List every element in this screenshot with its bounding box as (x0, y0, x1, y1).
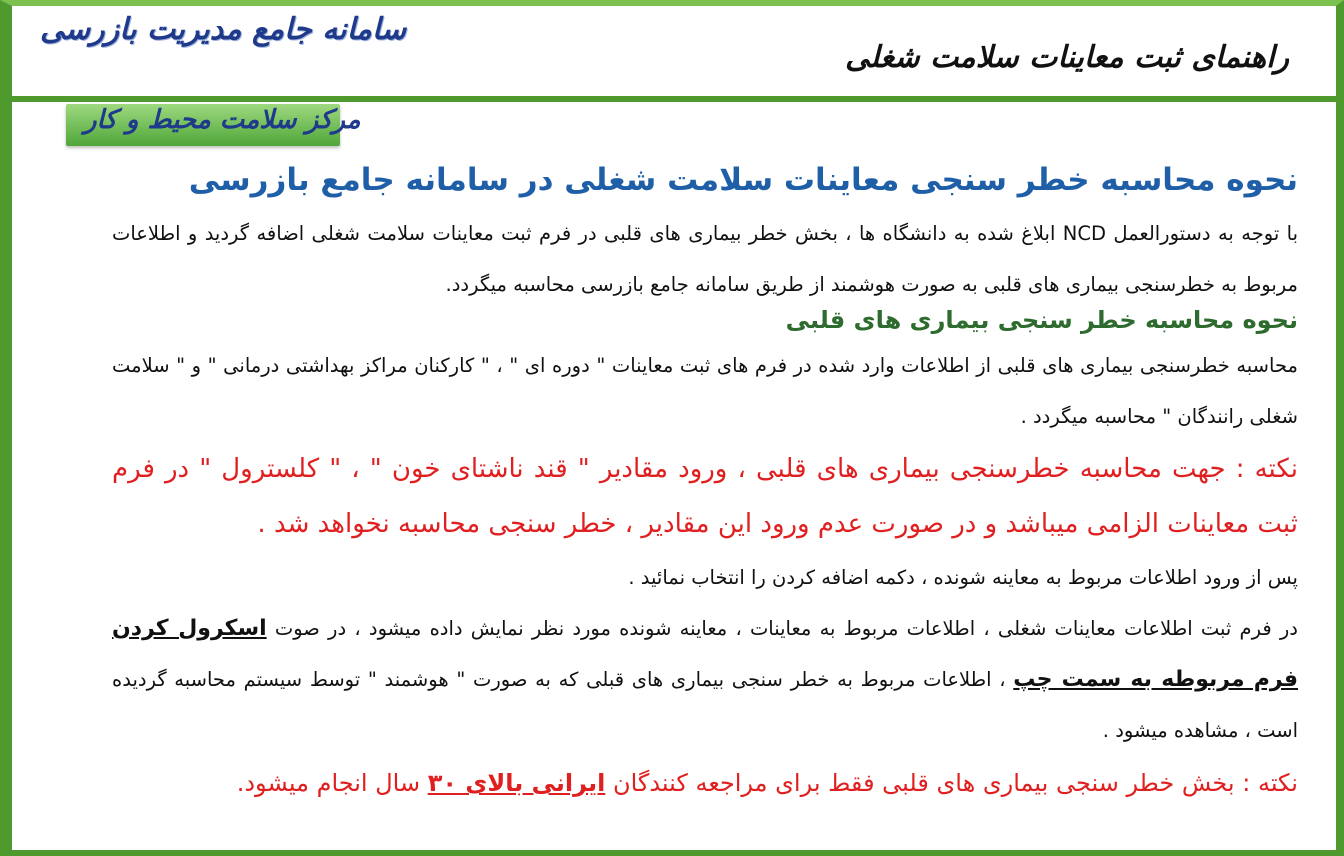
scroll-left-emphasis: اسکرول کردن فرم مربوطه به سمت چپ (112, 616, 1298, 692)
calc-paragraph: محاسبه خطرسنجی بیماری های قلبی از اطلاعات وارد شده در فرم های ثبت معاینات " دوره ای " ، " کارکنان مراکز بهداشتی درمانی " و " سلامت شغلی رانندگان " محاسبه میگردد . (112, 354, 1298, 428)
scroll-form-text-end: ، اطلاعات مربوط به خطر سنجی بیماری های قبلی که به صورت " هوشمند " توسط سیستم محاسبه گردیده است ، مشاهده میشود . (112, 668, 1298, 742)
logo-system-name: سامانه جامع مدیریت بازرسی (40, 12, 407, 47)
scroll-form-text-start: در فرم ثبت اطلاعات معاینات شغلی ، اطلاعات مربوط به معاینات ، معاینه شونده مورد نظر نمایش داده میشود ، در صوت (274, 617, 1298, 640)
page-title: راهنمای ثبت معاینات سلامت شغلی (845, 40, 1289, 75)
fasting-cholesterol-note: نکته : جهت محاسبه خطرسنجی بیماری های قلبی ، ورود مقادیر " قند ناشتای خون " ، " کلسترول " در فرم ثبت معاینات الزامی میباشد و در صورت عدم ورود این مقادیر ، خطر سنجی محاسبه نخواهد شد . (112, 454, 1298, 539)
intro-paragraph: با توجه به دستورالعمل NCD ابلاغ شده به دانشگاه ها ، بخش خطر بیماری های قلبی در فرم ثبت معاینات سلامت شغلی اضافه گردید و اطلاعات مربوط به خطرسنجی بیماری های قلبی به صورت هوشمند از طریق سامانه جامع بازرسی محاسبه میگردد. (112, 222, 1299, 296)
section-heading: نحوه محاسبه خطر سنجی بیماری های قلبی (785, 306, 1298, 334)
age-note-emphasis: ایرانی بالای ۳۰ (427, 769, 606, 797)
age-note-text-end: سال انجام میشود. (236, 769, 421, 797)
add-button-instruction: پس از ورود اطلاعات مربوط به معاینه شونده ، دکمه اضافه کردن را انتخاب نمائید . (628, 566, 1298, 589)
age-note-text-start: نکته : بخش خطر سنجی بیماری های قلبی فقط برای مراجعه کنندگان (612, 769, 1298, 797)
header-divider (12, 96, 1336, 102)
logo-center-name: مرکز سلامت محیط و کار (84, 105, 361, 135)
main-heading: نحوه محاسبه خطر سنجی معاینات سلامت شغلی در سامانه جامع بازرسی (188, 162, 1298, 198)
scroll-form-paragraph (112, 603, 1298, 756)
slide-content (112, 150, 1298, 806)
age-eligibility-note (112, 760, 1298, 806)
